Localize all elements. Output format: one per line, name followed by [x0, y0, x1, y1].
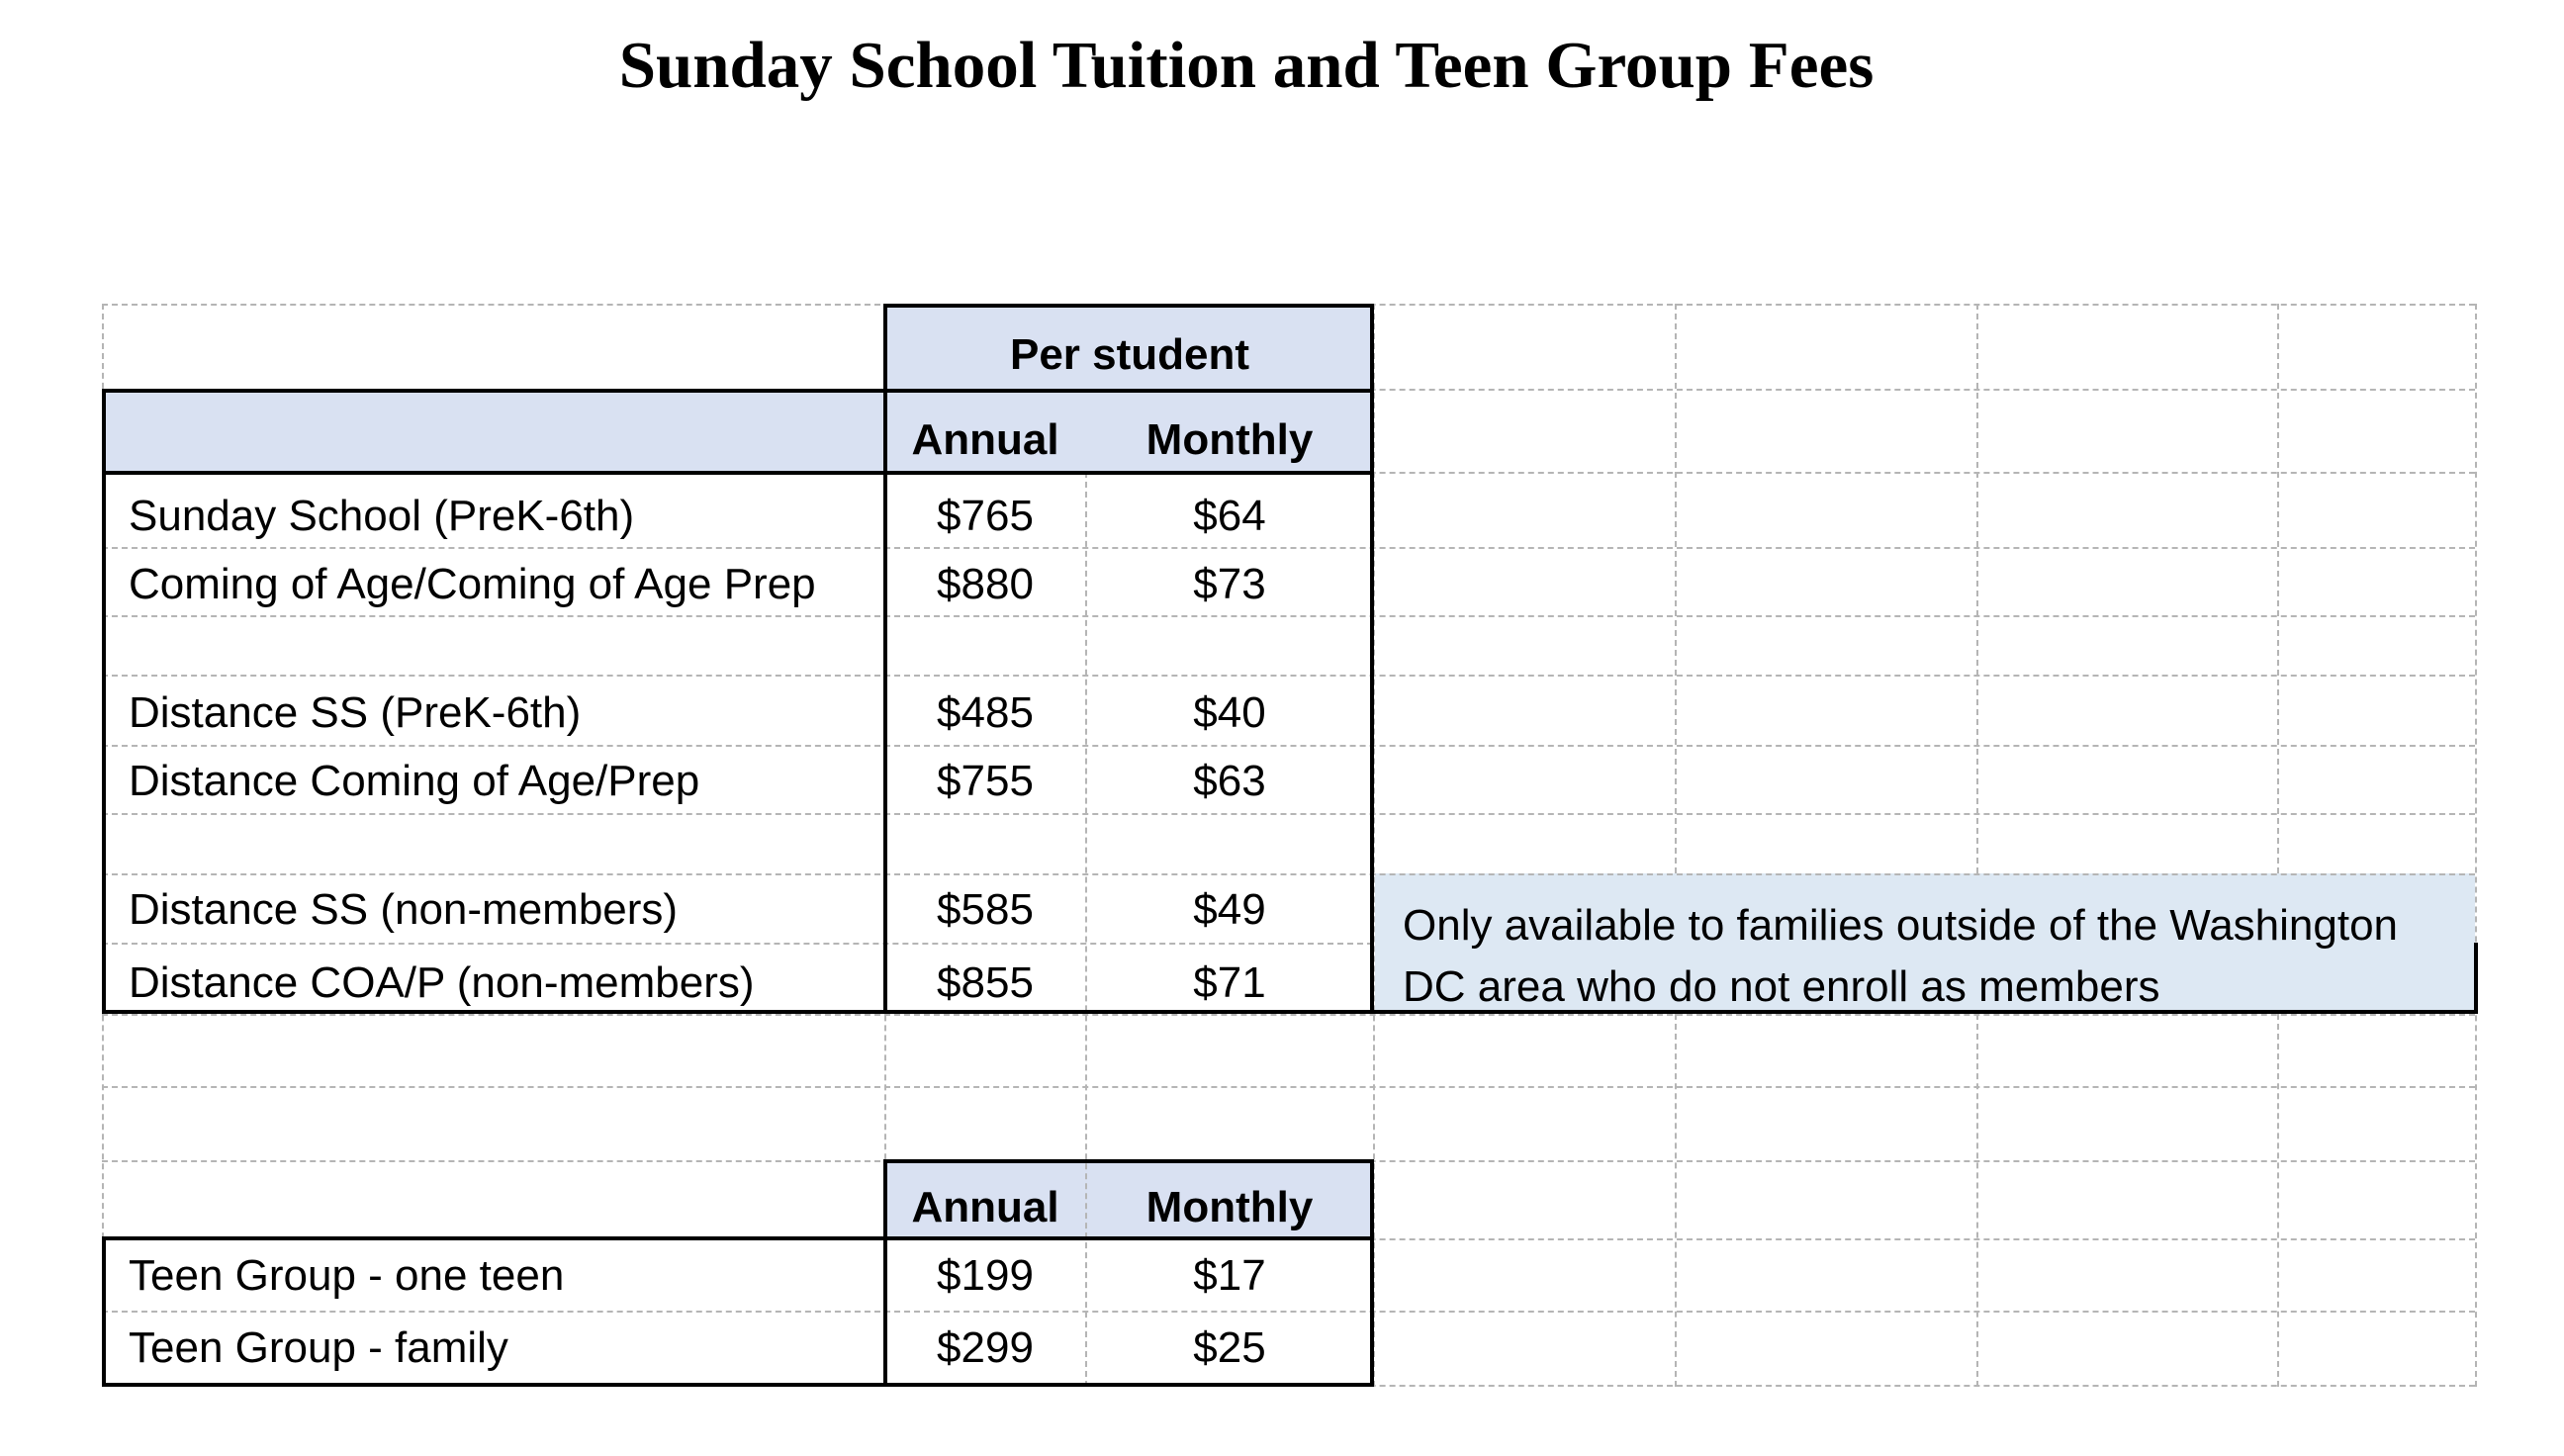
- row-annual-teen-one: $199: [937, 1251, 1034, 1300]
- page-title: Sunday School Tuition and Teen Group Fees: [618, 29, 1875, 102]
- row-monthly-sunday-school: $64: [1193, 492, 1266, 540]
- row-monthly-distance-ss-nonmembers: $49: [1193, 885, 1266, 934]
- row-monthly-coming-of-age: $73: [1193, 560, 1266, 608]
- row-annual-distance-ss: $485: [937, 688, 1034, 737]
- row-annual-sunday-school: $765: [937, 492, 1034, 540]
- row-monthly-teen-family: $25: [1193, 1323, 1266, 1372]
- row-annual-coming-of-age: $880: [937, 560, 1034, 608]
- row-monthly-distance-coa-nonmembers: $71: [1193, 958, 1266, 1007]
- row-monthly-distance-ss: $40: [1193, 688, 1266, 737]
- row-label-distance-coa-nonmembers: Distance COA/P (non-members): [129, 958, 755, 1007]
- row-annual-distance-coa: $755: [937, 757, 1034, 805]
- row-annual-distance-coa-nonmembers: $855: [937, 958, 1034, 1007]
- row-label-distance-coa: Distance Coming of Age/Prep: [129, 757, 700, 805]
- per-student-header: Per student: [1009, 330, 1250, 379]
- row-label-distance-ss: Distance SS (PreK-6th): [129, 688, 582, 737]
- teen-annual-column-header: Annual: [911, 1183, 1059, 1231]
- row-monthly-distance-coa: $63: [1193, 757, 1266, 805]
- row-label-coming-of-age: Coming of Age/Coming of Age Prep: [129, 560, 816, 608]
- row-annual-teen-family: $299: [937, 1323, 1034, 1372]
- row-label-teen-family: Teen Group - family: [129, 1323, 508, 1372]
- row-annual-distance-ss-nonmembers: $585: [937, 885, 1034, 934]
- teen-monthly-column-header: Monthly: [1145, 1183, 1314, 1231]
- row-label-sunday-school: Sunday School (PreK-6th): [129, 492, 635, 540]
- monthly-column-header: Monthly: [1145, 415, 1314, 464]
- annual-column-header: Annual: [911, 415, 1059, 464]
- row-label-distance-ss-nonmembers: Distance SS (non-members): [129, 885, 679, 934]
- non-member-note: Only available to families outside of the Washington DC area who do not enroll as members: [1403, 901, 2399, 1011]
- row-label-teen-one: Teen Group - one teen: [129, 1251, 565, 1300]
- row-monthly-teen-one: $17: [1193, 1251, 1266, 1300]
